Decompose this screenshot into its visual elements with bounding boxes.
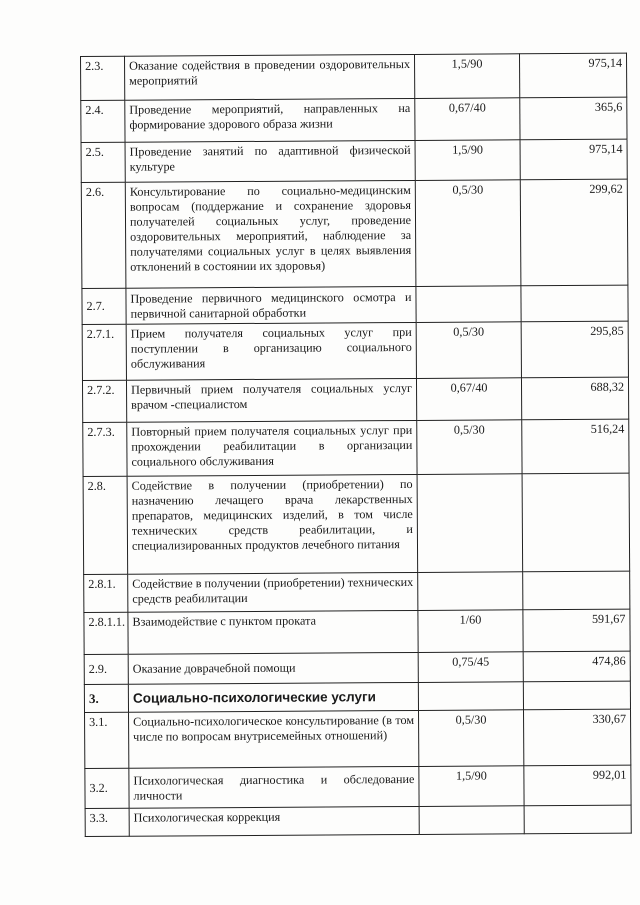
row-number: 2.4.: [81, 100, 125, 142]
table-row: [81, 53, 627, 100]
table-row: [85, 765, 631, 808]
time-norm: 0,5/30: [415, 180, 521, 287]
price-value: 975,14: [519, 53, 626, 98]
row-number: 2.8.1.1.: [84, 612, 128, 654]
time-norm: 1/60: [418, 610, 523, 653]
time-norm: 0,5/30: [416, 322, 521, 379]
price-value: 688,32: [521, 377, 628, 420]
table-row: [82, 377, 628, 422]
table-row: [82, 285, 628, 324]
time-norm: 1,5/90: [419, 766, 524, 807]
service-name: Содействие в получении (приобретении) по назначению лечащего врача лекарственных препаратов, медицинских изделий, в том числе технических средств реабилитации, и специализированных продуктов лечебного питания: [127, 474, 418, 574]
row-number: 3.3.: [85, 808, 129, 836]
services-table-body: [81, 53, 632, 836]
service-name: Проведение первичного медицинского осмотра и первичной санитарной обработки: [126, 286, 416, 324]
row-number: 2.5.: [81, 142, 125, 182]
table-row: [82, 321, 628, 380]
service-name: Первичный прием получателя социальных услуг врачом -специалистом: [126, 378, 416, 422]
price-value: 516,24: [522, 419, 629, 474]
table-row: [81, 97, 627, 142]
service-name: Повторный прием получателя социальных услуг при прохождении реабилитации в организации социального обслуживания: [127, 420, 417, 476]
price-value: [522, 473, 630, 572]
row-number: 2.7.2.: [82, 380, 126, 422]
time-norm: [418, 682, 523, 711]
time-norm: [419, 806, 524, 835]
time-norm: 1,5/90: [415, 140, 520, 181]
time-norm: [417, 474, 523, 573]
price-value: 330,67: [524, 709, 631, 766]
row-number: 2.3.: [81, 56, 125, 100]
service-name: Проведение занятий по адаптивной физической культуре: [125, 140, 415, 182]
price-value: [523, 571, 630, 610]
price-value: [523, 681, 630, 710]
time-norm: 1,5/90: [414, 54, 519, 99]
table-row: [84, 651, 630, 684]
price-value: [521, 285, 628, 322]
row-number: 3.: [84, 684, 128, 712]
service-name: Оказание доврачебной помощи: [128, 652, 418, 684]
time-norm: 0,67/40: [416, 378, 521, 421]
table-row: [81, 139, 627, 182]
table-row: [84, 571, 630, 612]
service-name: Взаимодействие с пунктом проката: [128, 610, 418, 654]
price-value: 474,86: [523, 651, 630, 682]
row-number: 3.2.: [85, 768, 129, 808]
price-value: 591,67: [523, 609, 630, 652]
price-value: 295,85: [521, 321, 628, 378]
row-number: 2.6.: [81, 182, 126, 288]
table-row: [83, 473, 630, 574]
price-value: 992,01: [524, 765, 631, 806]
row-number: 2.7.: [82, 288, 126, 324]
table-row: [81, 179, 628, 288]
row-number: 3.1.: [85, 712, 129, 768]
time-norm: [416, 286, 521, 323]
table-row: [84, 681, 630, 712]
time-norm: 0,67/40: [415, 98, 520, 141]
service-name: Проведение мероприятий, направленных на формирование здорового образа жизни: [125, 98, 415, 142]
row-number: 2.7.3.: [83, 422, 127, 476]
table-row: [83, 419, 629, 476]
time-norm: [418, 572, 523, 611]
table-row: [84, 609, 630, 654]
price-value: 299,62: [520, 179, 628, 286]
time-norm: 0,75/45: [418, 652, 523, 683]
service-name: Оказание содействия в проведении оздоровительных мероприятий: [125, 54, 415, 100]
service-name: Прием получателя социальных услуг при поступлении в организацию социального обслуживания: [126, 322, 416, 380]
price-value: [524, 805, 631, 834]
service-name: Социально-психологические услуги: [128, 682, 418, 712]
table-row: [85, 805, 631, 836]
services-table: [80, 53, 632, 837]
row-number: 2.8.1.: [84, 574, 128, 612]
price-value: 365,6: [520, 97, 627, 140]
table-row: [85, 709, 631, 768]
service-name: Психологическая диагностика и обследование личности: [129, 766, 419, 808]
row-number: 2.7.1.: [82, 324, 126, 380]
row-number: 2.8.: [83, 476, 128, 574]
service-name: Социально-психологическое консультирование (в том числе по вопросам внутрисемейных отношений): [129, 710, 419, 768]
service-name: Консультирование по социально-медицинским вопросам (поддержание и сохранение здоровья получателей социальных услуг, проведение оздоровительных мероприятий, наблюдение за получателями социальных услуг в целях выявления отклонений в состоянии их здоровья): [125, 180, 416, 288]
time-norm: 0,5/30: [419, 710, 524, 767]
price-value: 975,14: [520, 139, 627, 180]
service-name: Содействие в получении (приобретении) технических средств реабилитации: [128, 572, 418, 612]
row-number: 2.9.: [84, 654, 128, 684]
service-name: Психологическая коррекция: [129, 806, 419, 836]
time-norm: 0,5/30: [417, 420, 522, 475]
